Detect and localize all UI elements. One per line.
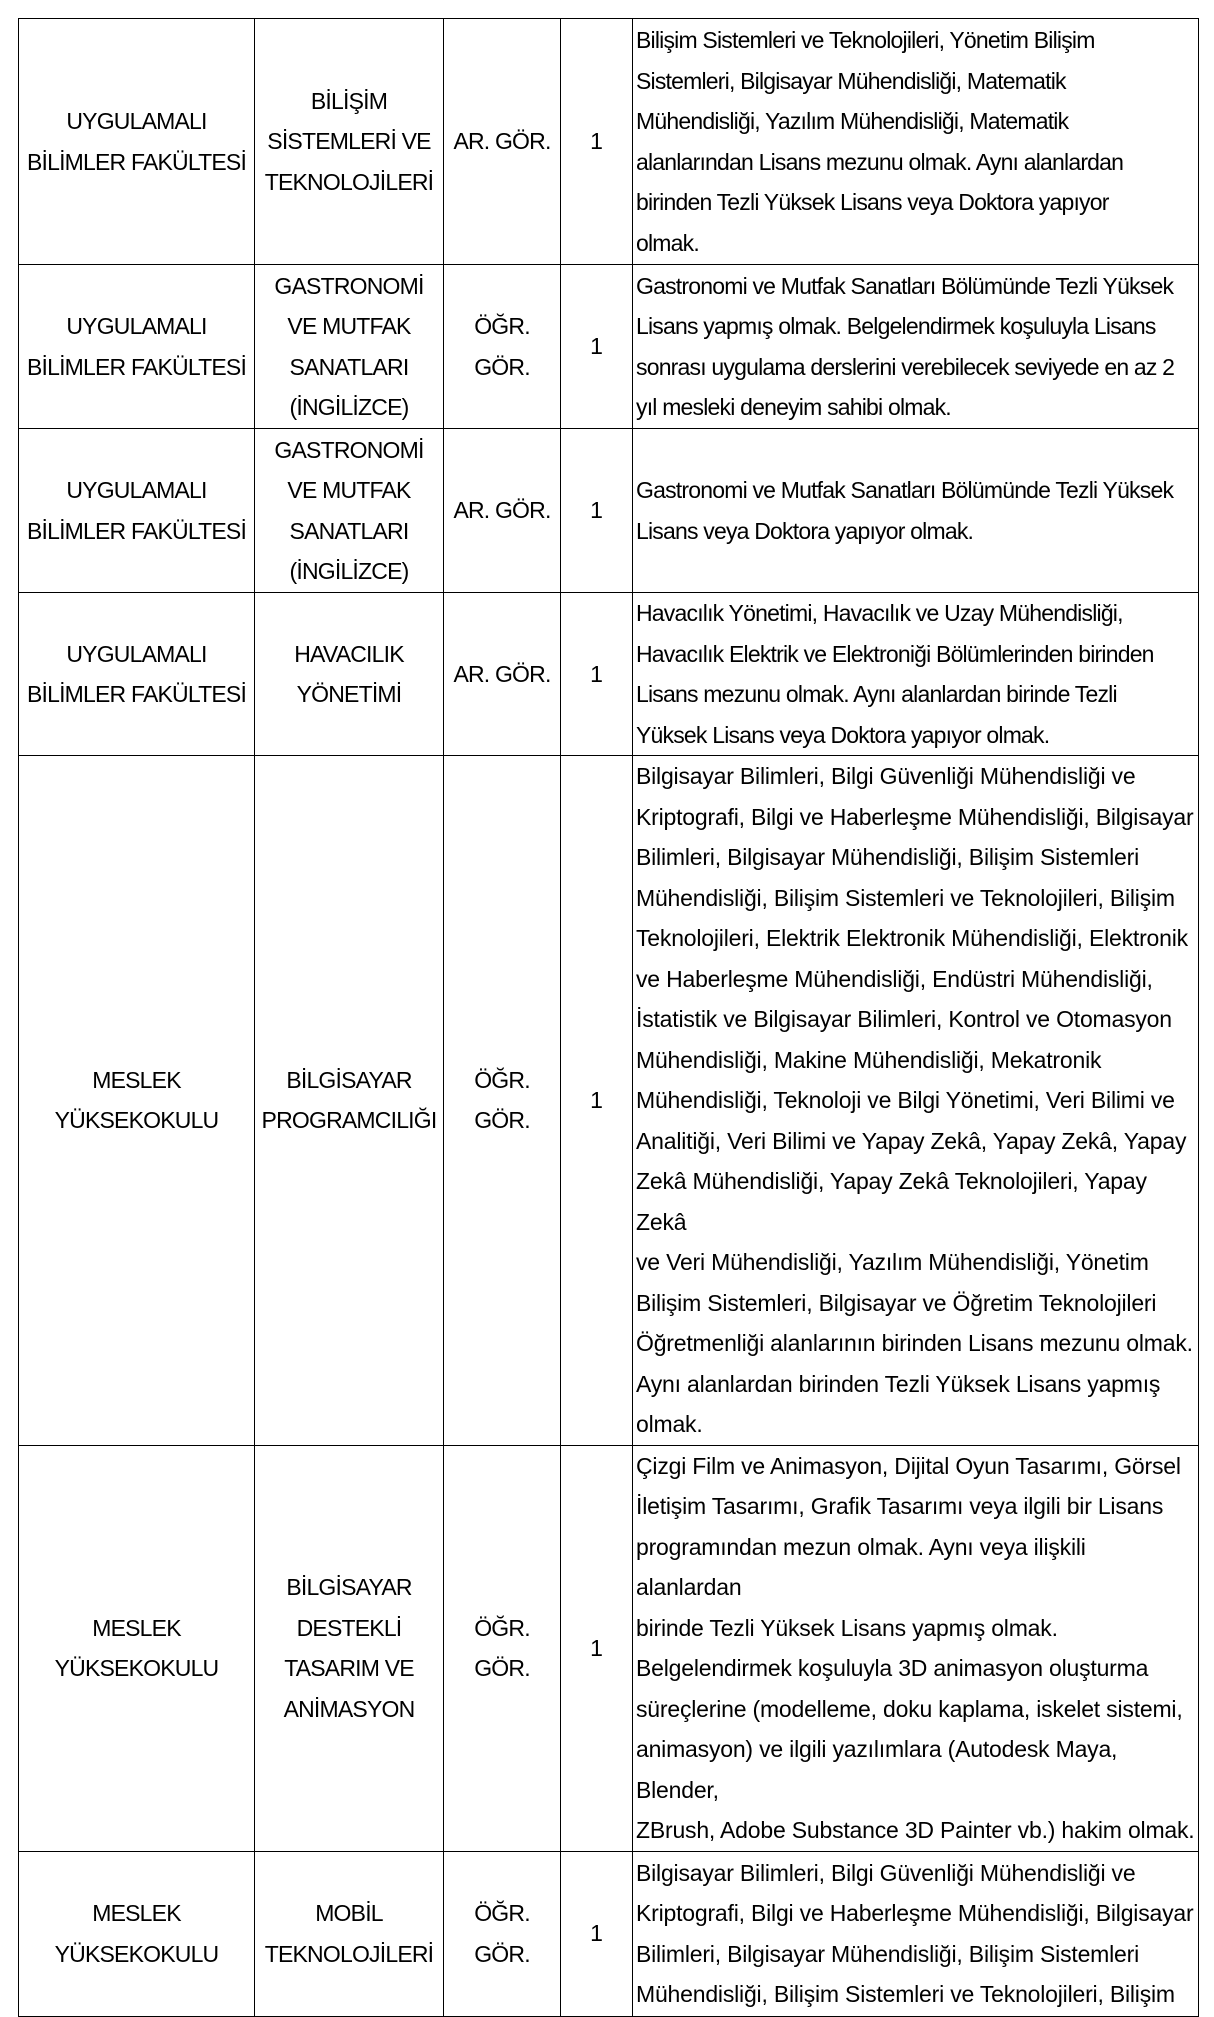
unit-cell: MESLEK YÜKSEKOKULU <box>19 1851 255 2016</box>
requirements-cell: Gastronomi ve Mutfak Sanatları Bölümünde Tezli Yüksek Lisans yapmış olmak. Belgelendirmek koşuluyla Lisans sonrası uygulama derslerini verebilecek seviyede en az 2 yıl mesleki deneyim sahibi olmak. <box>633 265 1199 429</box>
table-row <box>19 1851 1199 2016</box>
department-cell: MOBİL TEKNOLOJİLERİ <box>255 1851 444 2016</box>
unit-cell: MESLEK YÜKSEKOKULU <box>19 756 255 1446</box>
table-row <box>19 756 1199 1446</box>
count-cell: 1 <box>561 19 633 265</box>
title-cell: ÖĞR. GÖR. <box>444 1445 561 1851</box>
unit-cell: UYGULAMALI BİLİMLER FAKÜLTESİ <box>19 265 255 429</box>
count-cell: 1 <box>561 756 633 1446</box>
unit-cell: UYGULAMALI BİLİMLER FAKÜLTESİ <box>19 593 255 756</box>
table-row <box>19 1445 1199 1851</box>
title-cell: AR. GÖR. <box>444 429 561 593</box>
title-cell: AR. GÖR. <box>444 593 561 756</box>
requirements-cell: Bilgisayar Bilimleri, Bilgi Güvenliği Mühendisliği ve Kriptografi, Bilgi ve Haberleşme Mühendisliği, Bilgisayar Bilimleri, Bilgisayar Mühendisliği, Bilişim Sistemleri Mühendisliği, Bilişim Sistemleri ve Teknolojileri, Bilişim <box>633 1851 1199 2016</box>
unit-cell: MESLEK YÜKSEKOKULU <box>19 1445 255 1851</box>
title-cell: ÖĞR. GÖR. <box>444 265 561 429</box>
count-cell: 1 <box>561 1445 633 1851</box>
table-row <box>19 593 1199 756</box>
table-row <box>19 429 1199 593</box>
department-cell: BİLİŞİM SİSTEMLERİ VE TEKNOLOJİLERİ <box>255 19 444 265</box>
department-cell: GASTRONOMİ VE MUTFAK SANATLARI (İNGİLİZCE) <box>255 429 444 593</box>
title-cell: AR. GÖR. <box>444 19 561 265</box>
requirements-cell: Gastronomi ve Mutfak Sanatları Bölümünde Tezli Yüksek Lisans veya Doktora yapıyor olmak. <box>633 429 1199 593</box>
unit-cell: UYGULAMALI BİLİMLER FAKÜLTESİ <box>19 19 255 265</box>
department-cell: BİLGİSAYAR DESTEKLİ TASARIM VE ANİMASYON <box>255 1445 444 1851</box>
title-cell: ÖĞR. GÖR. <box>444 1851 561 2016</box>
department-cell: BİLGİSAYAR PROGRAMCILIĞI <box>255 756 444 1446</box>
count-cell: 1 <box>561 593 633 756</box>
title-cell: ÖĞR. GÖR. <box>444 756 561 1446</box>
positions-table <box>18 18 1199 2017</box>
requirements-cell: Havacılık Yönetimi, Havacılık ve Uzay Mühendisliği, Havacılık Elektrik ve Elektroniği Bölümlerinden birinden Lisans mezunu olmak. Aynı alanlardan birinde Tezli Yüksek Lisans veya Doktora yapıyor olmak. <box>633 593 1199 756</box>
table-row <box>19 19 1199 265</box>
count-cell: 1 <box>561 1851 633 2016</box>
count-cell: 1 <box>561 429 633 593</box>
count-cell: 1 <box>561 265 633 429</box>
unit-cell: UYGULAMALI BİLİMLER FAKÜLTESİ <box>19 429 255 593</box>
requirements-cell: Bilgisayar Bilimleri, Bilgi Güvenliği Mühendisliği ve Kriptografi, Bilgi ve Haberleşme Mühendisliği, Bilgisayar Bilimleri, Bilgisayar Mühendisliği, Bilişim Sistemleri Mühendisliği, Bilişim Sistemleri ve Teknolojileri, Bilişim Teknolojileri, Elektrik Elektronik Mühendisliği, Elektronik ve Haberleşme Mühendisliği, Endüstri Mühendisliği, İstatistik ve Bilgisayar Bilimleri, Kontrol ve Otomasyon Mühendisliği, Makine Mühendisliği, Mekatronik Mühendisliği, Teknoloji ve Bilgi Yönetimi, Veri Bilimi ve Analitiği, Veri Bilimi ve Yapay Zekâ, Yapay Zekâ, Yapay Zekâ Mühendisliği, Yapay Zekâ Teknolojileri, Yapay Zekâ ve Veri Mühendisliği, Yazılım Mühendisliği, Yönetim Bilişim Sistemleri, Bilgisayar ve Öğretim Teknolojileri Öğretmenliği alanlarının birinden Lisans mezunu olmak. Aynı alanlardan birinden Tezli Yüksek Lisans yapmış olmak. <box>633 756 1199 1446</box>
requirements-cell: Bilişim Sistemleri ve Teknolojileri, Yönetim Bilişim Sistemleri, Bilgisayar Mühendisliği, Matematik Mühendisliği, Yazılım Mühendisliği, Matematik alanlarından Lisans mezunu olmak. Aynı alanlardan birinden Tezli Yüksek Lisans veya Doktora yapıyor olmak. <box>633 19 1199 265</box>
department-cell: GASTRONOMİ VE MUTFAK SANATLARI (İNGİLİZCE) <box>255 265 444 429</box>
department-cell: HAVACILIK YÖNETİMİ <box>255 593 444 756</box>
requirements-cell: Çizgi Film ve Animasyon, Dijital Oyun Tasarımı, Görsel İletişim Tasarımı, Grafik Tasarımı veya ilgili bir Lisans programından mezun olmak. Aynı veya ilişkili alanlardan birinde Tezli Yüksek Lisans yapmış olmak. Belgelendirmek koşuluyla 3D animasyon oluşturma süreçlerine (modelleme, doku kaplama, iskelet sistemi, animasyon) ve ilgili yazılımlara (Autodesk Maya, Blender, ZBrush, Adobe Substance 3D Painter vb.) hakim olmak. <box>633 1445 1199 1851</box>
table-row <box>19 265 1199 429</box>
